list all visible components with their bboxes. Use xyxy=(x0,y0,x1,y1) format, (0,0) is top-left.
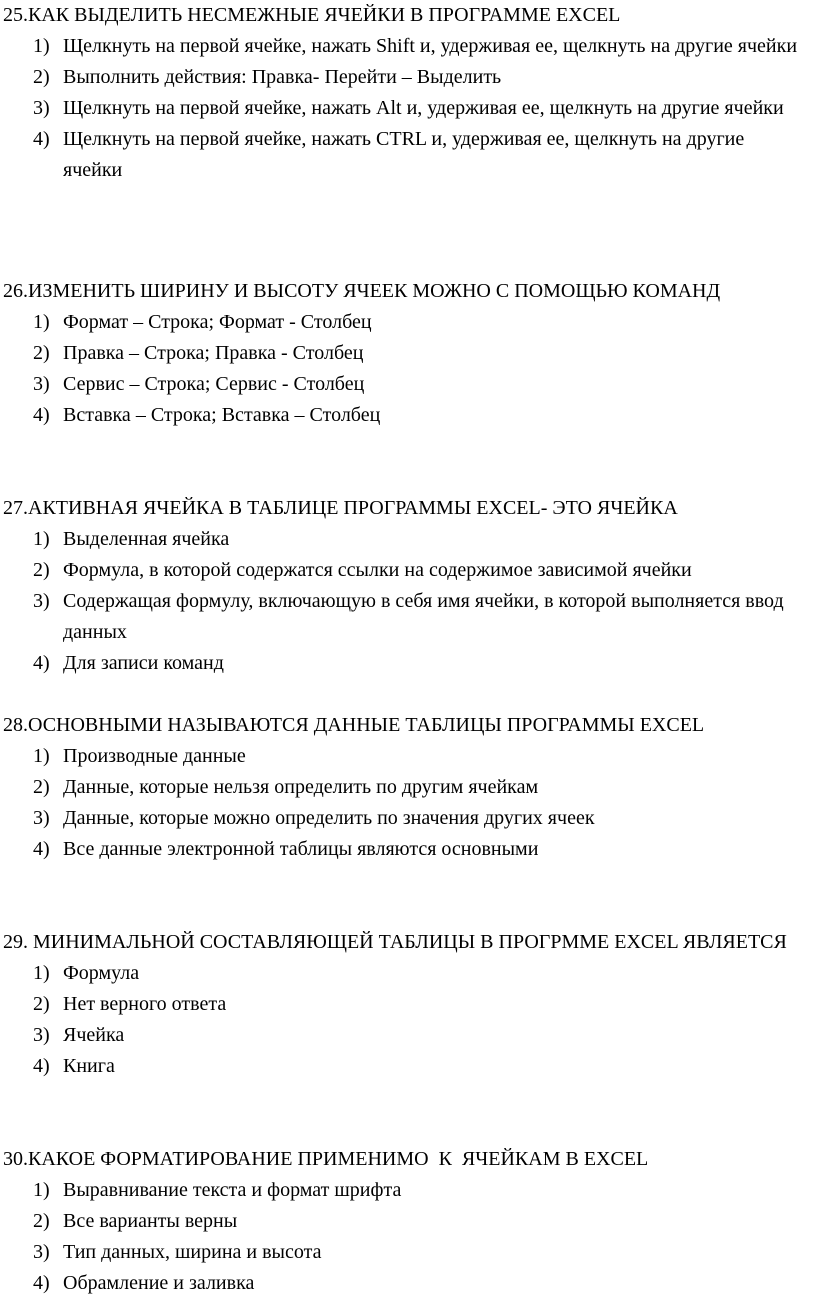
question-29 xyxy=(3,927,803,1082)
question-title: 28.ОСНОВНЫМИ НАЗЫВАЮТСЯ ДАННЫЕ ТАБЛИЦЫ ПРОГРАММЫ EXCEL xyxy=(3,714,705,736)
answer-options xyxy=(3,31,803,186)
answer-option xyxy=(3,1206,803,1237)
answer-option xyxy=(3,124,803,186)
option-number: 3) xyxy=(33,807,50,829)
answer-option xyxy=(3,524,803,555)
option-number: 4) xyxy=(33,404,50,426)
answer-option xyxy=(3,1237,803,1268)
option-number: 4) xyxy=(33,1272,50,1294)
option-number: 2) xyxy=(33,66,50,88)
question-title: 25.КАК ВЫДЕЛИТЬ НЕСМЕЖНЫЕ ЯЧЕЙКИ В ПРОГРАММЕ EXCEL xyxy=(3,4,621,26)
option-text: Нет верного ответа xyxy=(63,993,227,1015)
answer-options xyxy=(3,524,803,679)
answer-option xyxy=(3,586,803,648)
answer-option xyxy=(3,307,803,338)
option-text: Щелкнуть на первой ячейке, нажать Alt и, удерживая ее, щелкнуть на другие ячейки xyxy=(63,97,784,119)
option-text: Данные, которые нельзя определить по другим ячейкам xyxy=(63,776,539,798)
option-text: Выравнивание текста и формат шрифта xyxy=(63,1179,402,1201)
option-text: Тип данных, ширина и высота xyxy=(63,1241,322,1263)
option-text: Ячейка xyxy=(63,1024,125,1046)
answer-option xyxy=(3,772,803,803)
option-number: 4) xyxy=(33,1055,50,1077)
option-text: Книга xyxy=(63,1055,115,1077)
option-number: 1) xyxy=(33,962,50,984)
option-text: Выделенная ячейка xyxy=(63,528,230,550)
option-number: 4) xyxy=(33,652,50,674)
option-number: 3) xyxy=(33,373,50,395)
option-text: Формула, в которой содержатся ссылки на содержимое зависимой ячейки xyxy=(63,559,692,581)
option-number: 2) xyxy=(33,342,50,364)
question-27 xyxy=(3,493,803,679)
question-title: 26.ИЗМЕНИТЬ ШИРИНУ И ВЫСОТУ ЯЧЕЕК МОЖНО С ПОМОЩЬЮ КОМАНД xyxy=(3,280,721,302)
option-number: 1) xyxy=(33,1179,50,1201)
question-title: 29. МИНИМАЛЬНОЙ СОСТАВЛЯЮЩЕЙ ТАБЛИЦЫ В ПРОГРММЕ EXCEL ЯВЛЯЕТСЯ xyxy=(3,931,787,953)
option-number: 4) xyxy=(33,838,50,860)
answer-option xyxy=(3,62,803,93)
answer-option xyxy=(3,1020,803,1051)
answer-option xyxy=(3,803,803,834)
answer-option xyxy=(3,741,803,772)
answer-options xyxy=(3,307,803,431)
option-number: 1) xyxy=(33,745,50,767)
answer-options xyxy=(3,741,803,865)
answer-option xyxy=(3,989,803,1020)
option-text: Производные данные xyxy=(63,745,246,767)
option-text: Вставка – Строка; Вставка – Столбец xyxy=(63,404,381,426)
question-26 xyxy=(3,276,803,431)
option-text: Обрамление и заливка xyxy=(63,1272,255,1294)
option-number: 2) xyxy=(33,993,50,1015)
option-text: Правка – Строка; Правка - Столбец xyxy=(63,342,364,364)
question-title: 30.КАКОЕ ФОРМАТИРОВАНИЕ ПРИМЕНИМО К ЯЧЕЙКАМ В EXCEL xyxy=(3,1148,649,1170)
option-number: 2) xyxy=(33,776,50,798)
option-number: 2) xyxy=(33,1210,50,1232)
question-28 xyxy=(3,710,803,865)
option-number: 1) xyxy=(33,35,50,57)
answer-option xyxy=(3,1175,803,1206)
answer-option xyxy=(3,648,803,679)
option-text: Формула xyxy=(63,962,140,984)
option-text: Щелкнуть на первой ячейке, нажать CTRL и, удерживая ее, щелкнуть на другие ячейки xyxy=(63,128,745,181)
answer-option xyxy=(3,1051,803,1082)
answer-option xyxy=(3,369,803,400)
answer-option xyxy=(3,93,803,124)
option-text: Формат – Строка; Формат - Столбец xyxy=(63,311,372,333)
answer-option xyxy=(3,958,803,989)
option-text: Выполнить действия: Правка- Перейти – Выделить xyxy=(63,66,502,88)
question-25 xyxy=(3,0,803,186)
answer-option xyxy=(3,555,803,586)
option-text: Щелкнуть на первой ячейке, нажать Shift и, удерживая ее, щелкнуть на другие ячейки xyxy=(63,35,798,57)
option-text: Все данные электронной таблицы являются основными xyxy=(63,838,539,860)
answer-option xyxy=(3,834,803,865)
option-number: 3) xyxy=(33,97,50,119)
option-number: 3) xyxy=(33,1241,50,1263)
answer-options xyxy=(3,958,803,1082)
option-text: Для записи команд xyxy=(63,652,224,674)
option-text: Данные, которые можно определить по значения других ячеек xyxy=(63,807,595,829)
option-number: 2) xyxy=(33,559,50,581)
option-number: 1) xyxy=(33,311,50,333)
option-number: 3) xyxy=(33,1024,50,1046)
option-text: Содержащая формулу, включающую в себя имя ячейки, в которой выполняется ввод данных xyxy=(63,590,784,643)
answer-options xyxy=(3,1175,803,1299)
answer-option xyxy=(3,400,803,431)
option-number: 3) xyxy=(33,590,50,612)
option-text: Сервис – Строка; Сервис - Столбец xyxy=(63,373,365,395)
option-number: 4) xyxy=(33,128,50,150)
answer-option xyxy=(3,338,803,369)
answer-option xyxy=(3,1268,803,1299)
question-30 xyxy=(3,1144,803,1299)
answer-option xyxy=(3,31,803,62)
option-number: 1) xyxy=(33,528,50,550)
option-text: Все варианты верны xyxy=(63,1210,238,1232)
question-title: 27.АКТИВНАЯ ЯЧЕЙКА В ТАБЛИЦЕ ПРОГРАММЫ EXCEL- ЭТО ЯЧЕЙКА xyxy=(3,497,678,519)
